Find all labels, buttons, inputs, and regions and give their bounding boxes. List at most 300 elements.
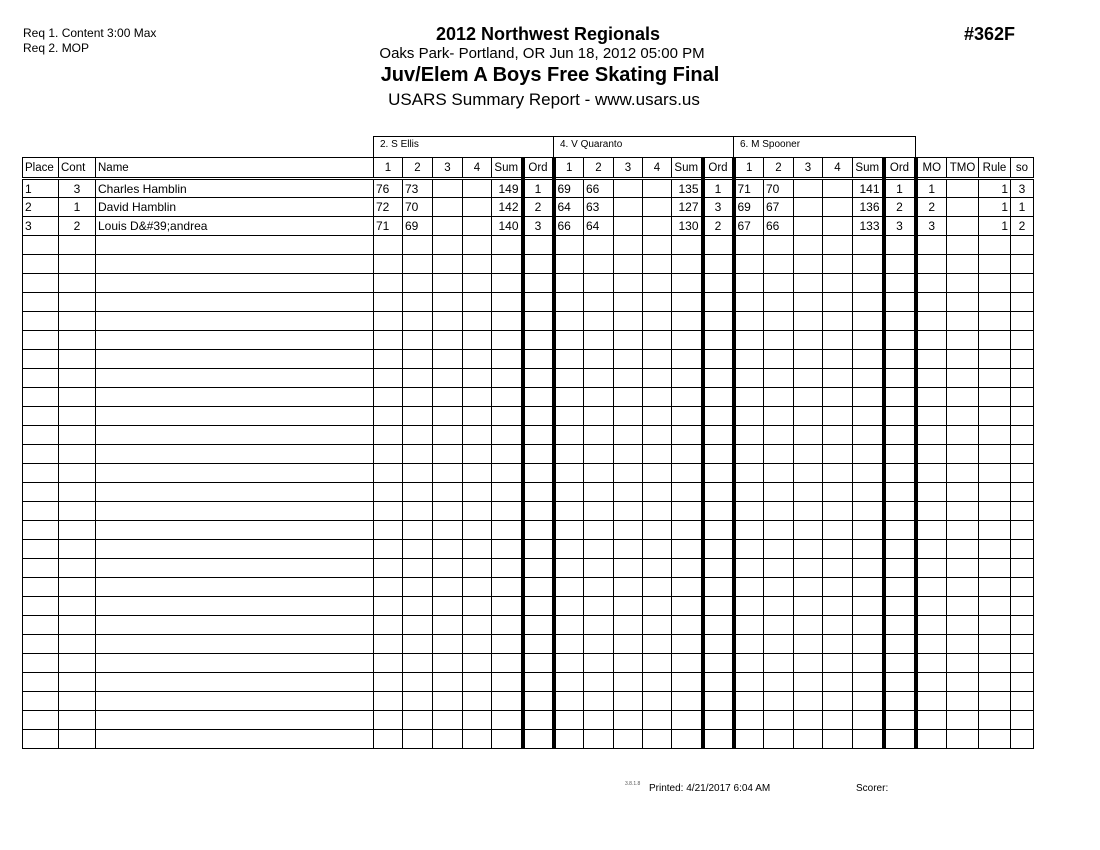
so-cell: 2 (1011, 217, 1034, 236)
empty-cell (523, 312, 554, 331)
empty-cell (433, 236, 463, 255)
score-3 (614, 217, 643, 236)
empty-cell (884, 274, 916, 293)
col-j2-1: 1 (554, 158, 584, 179)
empty-cell (523, 578, 554, 597)
empty-cell (703, 483, 734, 502)
empty-cell (523, 483, 554, 502)
empty-cell (59, 350, 96, 369)
empty-cell (403, 426, 433, 445)
empty-cell (374, 711, 403, 730)
empty-cell (947, 445, 979, 464)
empty-cell (1011, 654, 1034, 673)
so-cell: 3 (1011, 179, 1034, 198)
empty-cell (374, 616, 403, 635)
empty-cell (584, 673, 614, 692)
empty-cell (734, 597, 764, 616)
empty-cell (23, 673, 59, 692)
empty-cell (584, 654, 614, 673)
empty-cell (947, 730, 979, 749)
ordinal: 2 (703, 217, 734, 236)
empty-cell (823, 730, 853, 749)
empty-cell (433, 293, 463, 312)
empty-cell (916, 502, 947, 521)
score-1: 69 (734, 198, 764, 217)
empty-cell (1011, 236, 1034, 255)
ordinal: 3 (703, 198, 734, 217)
empty-cell (916, 711, 947, 730)
empty-cell (96, 426, 374, 445)
judge-header-1: 2. S Ellis (373, 136, 554, 157)
scorer-label: Scorer: (856, 783, 889, 794)
empty-cell (23, 426, 59, 445)
empty-cell (979, 540, 1011, 559)
empty-cell (463, 635, 492, 654)
empty-cell (916, 616, 947, 635)
empty-cell (59, 236, 96, 255)
empty-cell (794, 673, 823, 692)
empty-cell (59, 635, 96, 654)
empty-cell (672, 692, 703, 711)
empty-cell (59, 502, 96, 521)
empty-cell (794, 312, 823, 331)
empty-cell (433, 312, 463, 331)
empty-row (23, 654, 1034, 673)
empty-cell (853, 692, 884, 711)
empty-cell (947, 654, 979, 673)
score-3 (433, 179, 463, 198)
empty-cell (734, 616, 764, 635)
empty-cell (884, 293, 916, 312)
empty-cell (614, 673, 643, 692)
empty-cell (884, 521, 916, 540)
empty-cell (523, 597, 554, 616)
empty-cell (403, 635, 433, 654)
score-2: 64 (584, 217, 614, 236)
empty-cell (853, 597, 884, 616)
empty-cell (672, 331, 703, 350)
empty-cell (374, 293, 403, 312)
empty-cell (554, 559, 584, 578)
empty-cell (643, 445, 672, 464)
empty-cell (703, 407, 734, 426)
empty-cell (794, 255, 823, 274)
empty-cell (492, 388, 523, 407)
empty-cell (59, 597, 96, 616)
empty-cell (523, 331, 554, 350)
empty-cell (554, 255, 584, 274)
empty-cell (523, 711, 554, 730)
empty-cell (23, 730, 59, 749)
empty-cell (403, 464, 433, 483)
empty-cell (853, 312, 884, 331)
col-j3-4: 4 (823, 158, 853, 179)
empty-cell (59, 255, 96, 274)
empty-cell (916, 464, 947, 483)
col-j1-ord: Ord (523, 158, 554, 179)
empty-cell (523, 388, 554, 407)
empty-cell (23, 369, 59, 388)
ordinal: 3 (884, 217, 916, 236)
empty-cell (947, 255, 979, 274)
score-4 (463, 198, 492, 217)
empty-cell (823, 236, 853, 255)
empty-cell (979, 654, 1011, 673)
empty-cell (947, 350, 979, 369)
empty-cell (614, 483, 643, 502)
empty-cell (463, 407, 492, 426)
empty-cell (794, 331, 823, 350)
score-4 (643, 179, 672, 198)
empty-cell (703, 540, 734, 559)
empty-cell (463, 274, 492, 293)
empty-cell (614, 559, 643, 578)
empty-cell (23, 578, 59, 597)
empty-cell (947, 312, 979, 331)
empty-cell (672, 312, 703, 331)
empty-cell (823, 331, 853, 350)
empty-cell (643, 502, 672, 521)
score-3 (614, 179, 643, 198)
empty-cell (734, 312, 764, 331)
col-place: Place (23, 158, 59, 179)
empty-cell (433, 711, 463, 730)
empty-cell (734, 388, 764, 407)
empty-cell (59, 578, 96, 597)
empty-cell (523, 464, 554, 483)
empty-cell (823, 578, 853, 597)
empty-cell (433, 255, 463, 274)
empty-cell (703, 236, 734, 255)
empty-cell (96, 464, 374, 483)
col-so: so (1011, 158, 1034, 179)
empty-cell (554, 521, 584, 540)
empty-cell (764, 255, 794, 274)
results-table (22, 157, 1034, 749)
empty-cell (584, 369, 614, 388)
empty-cell (853, 540, 884, 559)
empty-cell (794, 521, 823, 540)
empty-cell (734, 293, 764, 312)
empty-cell (492, 597, 523, 616)
empty-cell (96, 578, 374, 597)
empty-cell (1011, 464, 1034, 483)
empty-cell (554, 236, 584, 255)
empty-cell (614, 635, 643, 654)
empty-cell (554, 616, 584, 635)
empty-cell (614, 730, 643, 749)
empty-cell (554, 407, 584, 426)
empty-cell (433, 445, 463, 464)
empty-cell (823, 255, 853, 274)
empty-cell (614, 293, 643, 312)
empty-cell (823, 635, 853, 654)
empty-cell (643, 559, 672, 578)
empty-cell (96, 711, 374, 730)
empty-cell (947, 692, 979, 711)
empty-cell (492, 464, 523, 483)
empty-row (23, 331, 1034, 350)
empty-cell (433, 464, 463, 483)
ordinal: 2 (523, 198, 554, 217)
empty-cell (884, 407, 916, 426)
score-sum: 133 (853, 217, 884, 236)
empty-cell (853, 711, 884, 730)
empty-cell (916, 692, 947, 711)
empty-cell (374, 597, 403, 616)
empty-cell (979, 293, 1011, 312)
empty-cell (614, 578, 643, 597)
empty-cell (823, 673, 853, 692)
empty-cell (433, 635, 463, 654)
empty-cell (374, 673, 403, 692)
empty-cell (794, 635, 823, 654)
empty-cell (884, 502, 916, 521)
empty-cell (1011, 635, 1034, 654)
empty-cell (492, 540, 523, 559)
empty-cell (643, 597, 672, 616)
empty-cell (672, 293, 703, 312)
empty-cell (523, 369, 554, 388)
empty-cell (853, 502, 884, 521)
empty-cell (96, 483, 374, 502)
col-j1-1: 1 (374, 158, 403, 179)
empty-cell (492, 616, 523, 635)
col-j1-2: 2 (403, 158, 433, 179)
empty-cell (979, 559, 1011, 578)
empty-cell (703, 692, 734, 711)
empty-cell (554, 293, 584, 312)
empty-cell (823, 312, 853, 331)
empty-cell (764, 635, 794, 654)
empty-cell (96, 369, 374, 388)
empty-cell (463, 711, 492, 730)
empty-cell (734, 635, 764, 654)
empty-cell (463, 540, 492, 559)
empty-row (23, 692, 1034, 711)
score-sum: 135 (672, 179, 703, 198)
skater-name: Charles Hamblin (96, 179, 374, 198)
empty-cell (823, 369, 853, 388)
empty-cell (403, 369, 433, 388)
empty-cell (947, 521, 979, 540)
empty-cell (96, 407, 374, 426)
score-sum: 136 (853, 198, 884, 217)
place-cell: 1 (23, 179, 59, 198)
empty-cell (614, 388, 643, 407)
empty-cell (916, 274, 947, 293)
empty-cell (96, 255, 374, 274)
empty-cell (96, 540, 374, 559)
empty-cell (823, 559, 853, 578)
empty-cell (23, 540, 59, 559)
empty-cell (794, 388, 823, 407)
empty-cell (1011, 502, 1034, 521)
empty-cell (23, 711, 59, 730)
empty-row (23, 540, 1034, 559)
empty-cell (59, 312, 96, 331)
empty-cell (23, 274, 59, 293)
empty-cell (979, 521, 1011, 540)
empty-cell (433, 426, 463, 445)
empty-cell (492, 730, 523, 749)
score-3 (433, 217, 463, 236)
empty-cell (523, 559, 554, 578)
empty-cell (59, 654, 96, 673)
empty-cell (672, 502, 703, 521)
empty-cell (979, 350, 1011, 369)
empty-cell (492, 673, 523, 692)
empty-cell (584, 274, 614, 293)
empty-cell (374, 255, 403, 274)
empty-cell (96, 331, 374, 350)
col-mo: MO (916, 158, 947, 179)
empty-cell (403, 673, 433, 692)
empty-cell (554, 540, 584, 559)
empty-cell (643, 331, 672, 350)
empty-cell (672, 616, 703, 635)
empty-cell (23, 255, 59, 274)
empty-cell (584, 502, 614, 521)
empty-cell (463, 236, 492, 255)
empty-cell (374, 559, 403, 578)
empty-row (23, 236, 1034, 255)
rule-cell: 1 (979, 198, 1011, 217)
empty-cell (853, 274, 884, 293)
empty-cell (96, 559, 374, 578)
empty-row (23, 483, 1034, 502)
empty-row (23, 559, 1034, 578)
empty-cell (794, 730, 823, 749)
printed-timestamp: Printed: 4/21/2017 6:04 AM (649, 783, 771, 794)
empty-cell (403, 597, 433, 616)
empty-cell (643, 426, 672, 445)
empty-row (23, 730, 1034, 749)
empty-cell (703, 388, 734, 407)
empty-cell (823, 426, 853, 445)
empty-cell (916, 350, 947, 369)
empty-cell (764, 407, 794, 426)
empty-cell (463, 730, 492, 749)
empty-cell (672, 236, 703, 255)
empty-cell (643, 274, 672, 293)
empty-cell (523, 692, 554, 711)
empty-cell (794, 578, 823, 597)
empty-cell (884, 673, 916, 692)
empty-cell (463, 426, 492, 445)
empty-cell (853, 445, 884, 464)
empty-cell (374, 464, 403, 483)
empty-cell (853, 426, 884, 445)
empty-cell (853, 559, 884, 578)
empty-cell (554, 730, 584, 749)
empty-cell (523, 502, 554, 521)
empty-cell (554, 464, 584, 483)
empty-cell (794, 369, 823, 388)
empty-cell (614, 426, 643, 445)
col-j1-4: 4 (463, 158, 492, 179)
empty-cell (643, 236, 672, 255)
empty-cell (523, 426, 554, 445)
empty-cell (523, 274, 554, 293)
empty-cell (374, 426, 403, 445)
empty-cell (584, 464, 614, 483)
score-4 (643, 198, 672, 217)
empty-cell (403, 692, 433, 711)
empty-cell (764, 464, 794, 483)
empty-cell (403, 407, 433, 426)
empty-cell (374, 730, 403, 749)
empty-cell (643, 293, 672, 312)
empty-cell (764, 502, 794, 521)
col-tmo: TMO (947, 158, 979, 179)
empty-cell (734, 711, 764, 730)
score-2: 63 (584, 198, 614, 217)
empty-cell (59, 293, 96, 312)
empty-cell (916, 236, 947, 255)
empty-cell (916, 597, 947, 616)
empty-row (23, 464, 1034, 483)
empty-cell (734, 673, 764, 692)
empty-row (23, 255, 1034, 274)
col-j3-3: 3 (794, 158, 823, 179)
empty-cell (96, 673, 374, 692)
empty-cell (96, 597, 374, 616)
empty-cell (734, 559, 764, 578)
empty-cell (584, 483, 614, 502)
empty-cell (374, 369, 403, 388)
empty-cell (523, 350, 554, 369)
empty-cell (734, 426, 764, 445)
empty-cell (554, 274, 584, 293)
empty-row (23, 578, 1034, 597)
empty-cell (643, 312, 672, 331)
empty-cell (1011, 388, 1034, 407)
empty-cell (794, 559, 823, 578)
empty-cell (916, 255, 947, 274)
empty-cell (492, 312, 523, 331)
empty-cell (554, 350, 584, 369)
score-1: 69 (554, 179, 584, 198)
empty-cell (59, 730, 96, 749)
empty-cell (672, 274, 703, 293)
empty-cell (703, 521, 734, 540)
empty-cell (403, 445, 433, 464)
empty-cell (614, 274, 643, 293)
empty-cell (374, 236, 403, 255)
empty-cell (672, 464, 703, 483)
empty-cell (823, 502, 853, 521)
empty-cell (764, 445, 794, 464)
mo-cell: 3 (916, 217, 947, 236)
empty-cell (853, 521, 884, 540)
empty-cell (433, 654, 463, 673)
empty-cell (23, 464, 59, 483)
empty-cell (947, 293, 979, 312)
empty-cell (403, 483, 433, 502)
empty-cell (492, 369, 523, 388)
empty-cell (947, 578, 979, 597)
empty-cell (1011, 540, 1034, 559)
empty-cell (433, 369, 463, 388)
col-j3-sum: Sum (853, 158, 884, 179)
empty-cell (764, 730, 794, 749)
empty-cell (884, 711, 916, 730)
empty-cell (823, 293, 853, 312)
empty-cell (554, 388, 584, 407)
empty-cell (403, 350, 433, 369)
empty-cell (734, 692, 764, 711)
